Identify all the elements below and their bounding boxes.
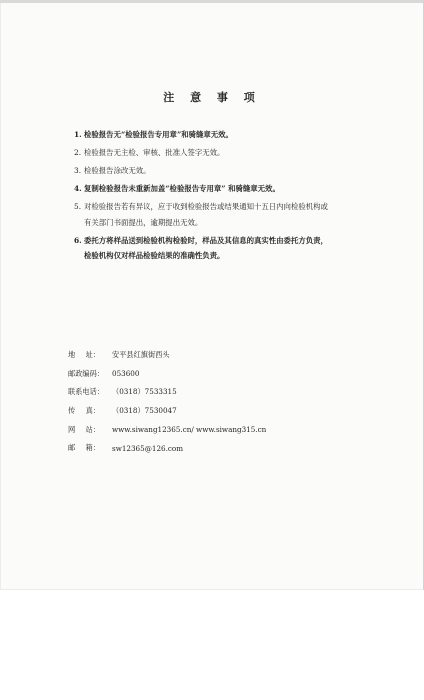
notice-item-1 xyxy=(74,127,364,143)
label-part: 箱： xyxy=(85,443,100,453)
address-value: 安平县红旗街西头 xyxy=(112,350,170,360)
contact-row-fax xyxy=(68,402,368,421)
contact-row-postcode xyxy=(68,365,368,384)
label-part: 址： xyxy=(85,350,100,360)
label-part: 邮 xyxy=(68,443,76,453)
notice-item-5 xyxy=(74,199,364,230)
contact-row-website xyxy=(68,420,368,439)
label-part: 地 xyxy=(68,350,76,360)
website-value: www.siwang12365.cn/ www.siwang315.cn xyxy=(112,425,267,435)
notice-text xyxy=(84,163,364,179)
notice-text xyxy=(84,199,364,230)
notice-item-6 xyxy=(74,233,364,264)
notice-number: 4. xyxy=(74,184,82,193)
email-value: sw12365@126.com xyxy=(112,443,184,453)
notice-line: 有关部门书面提出，逾期提出无效。 xyxy=(84,217,203,227)
postcode-value: 053600 xyxy=(112,369,140,379)
contact-label xyxy=(68,350,112,360)
notice-text xyxy=(84,181,364,197)
notice-number: 5. xyxy=(74,202,82,211)
contact-row-email xyxy=(68,439,368,458)
notice-item-4 xyxy=(74,181,364,197)
label-part: 真： xyxy=(85,406,100,416)
label-part: 网 xyxy=(68,424,76,434)
notice-text xyxy=(84,127,364,143)
page-title: 注 意 事 项 xyxy=(163,91,261,104)
notice-item-2 xyxy=(74,145,364,161)
notice-line: 检验报告涂改无效。 xyxy=(84,166,151,175)
notice-number: 6. xyxy=(74,235,82,245)
notice-line: 检验机构仅对样品检验结果的准确性负责。 xyxy=(84,251,225,260)
notice-number: 2. xyxy=(74,148,82,157)
contact-label: 邮政编码： xyxy=(68,368,104,378)
contact-row-phone xyxy=(68,383,368,402)
scan-edge-top xyxy=(0,0,424,3)
notice-line: 检验报告无“检验报告专用章”和骑缝章无效。 xyxy=(84,130,233,139)
notice-line: 复制检验报告未重新加盖“检验报告专用章” 和骑缝章无效。 xyxy=(84,184,280,193)
notice-item-3 xyxy=(74,163,364,179)
contact-label xyxy=(68,443,112,453)
contact-label: 联系电话： xyxy=(68,387,104,397)
notice-line: 委托方将样品送到检验机构检验时，样品及其信息的真实性由委托方负责， xyxy=(84,235,328,245)
notice-list xyxy=(74,127,364,266)
notice-text xyxy=(84,233,364,264)
notice-line: 检验报告无主检、审核、批准人签字无效。 xyxy=(84,148,225,157)
contact-label xyxy=(68,406,112,416)
contact-label xyxy=(68,425,112,435)
contact-block xyxy=(68,346,368,458)
phone-value: （0318）7533315 xyxy=(112,387,177,397)
label-part: 传 xyxy=(68,406,76,416)
label-part: 站： xyxy=(85,424,100,434)
contact-row-address xyxy=(68,346,368,365)
fax-value: （0318）7530047 xyxy=(112,406,177,416)
notice-number: 3. xyxy=(74,166,82,175)
notice-text xyxy=(84,145,364,161)
notice-line: 对检验报告若有异议，应于收到检验报告或结果通知十五日内向检验机构或 xyxy=(84,202,328,211)
notice-number: 1. xyxy=(74,130,82,139)
